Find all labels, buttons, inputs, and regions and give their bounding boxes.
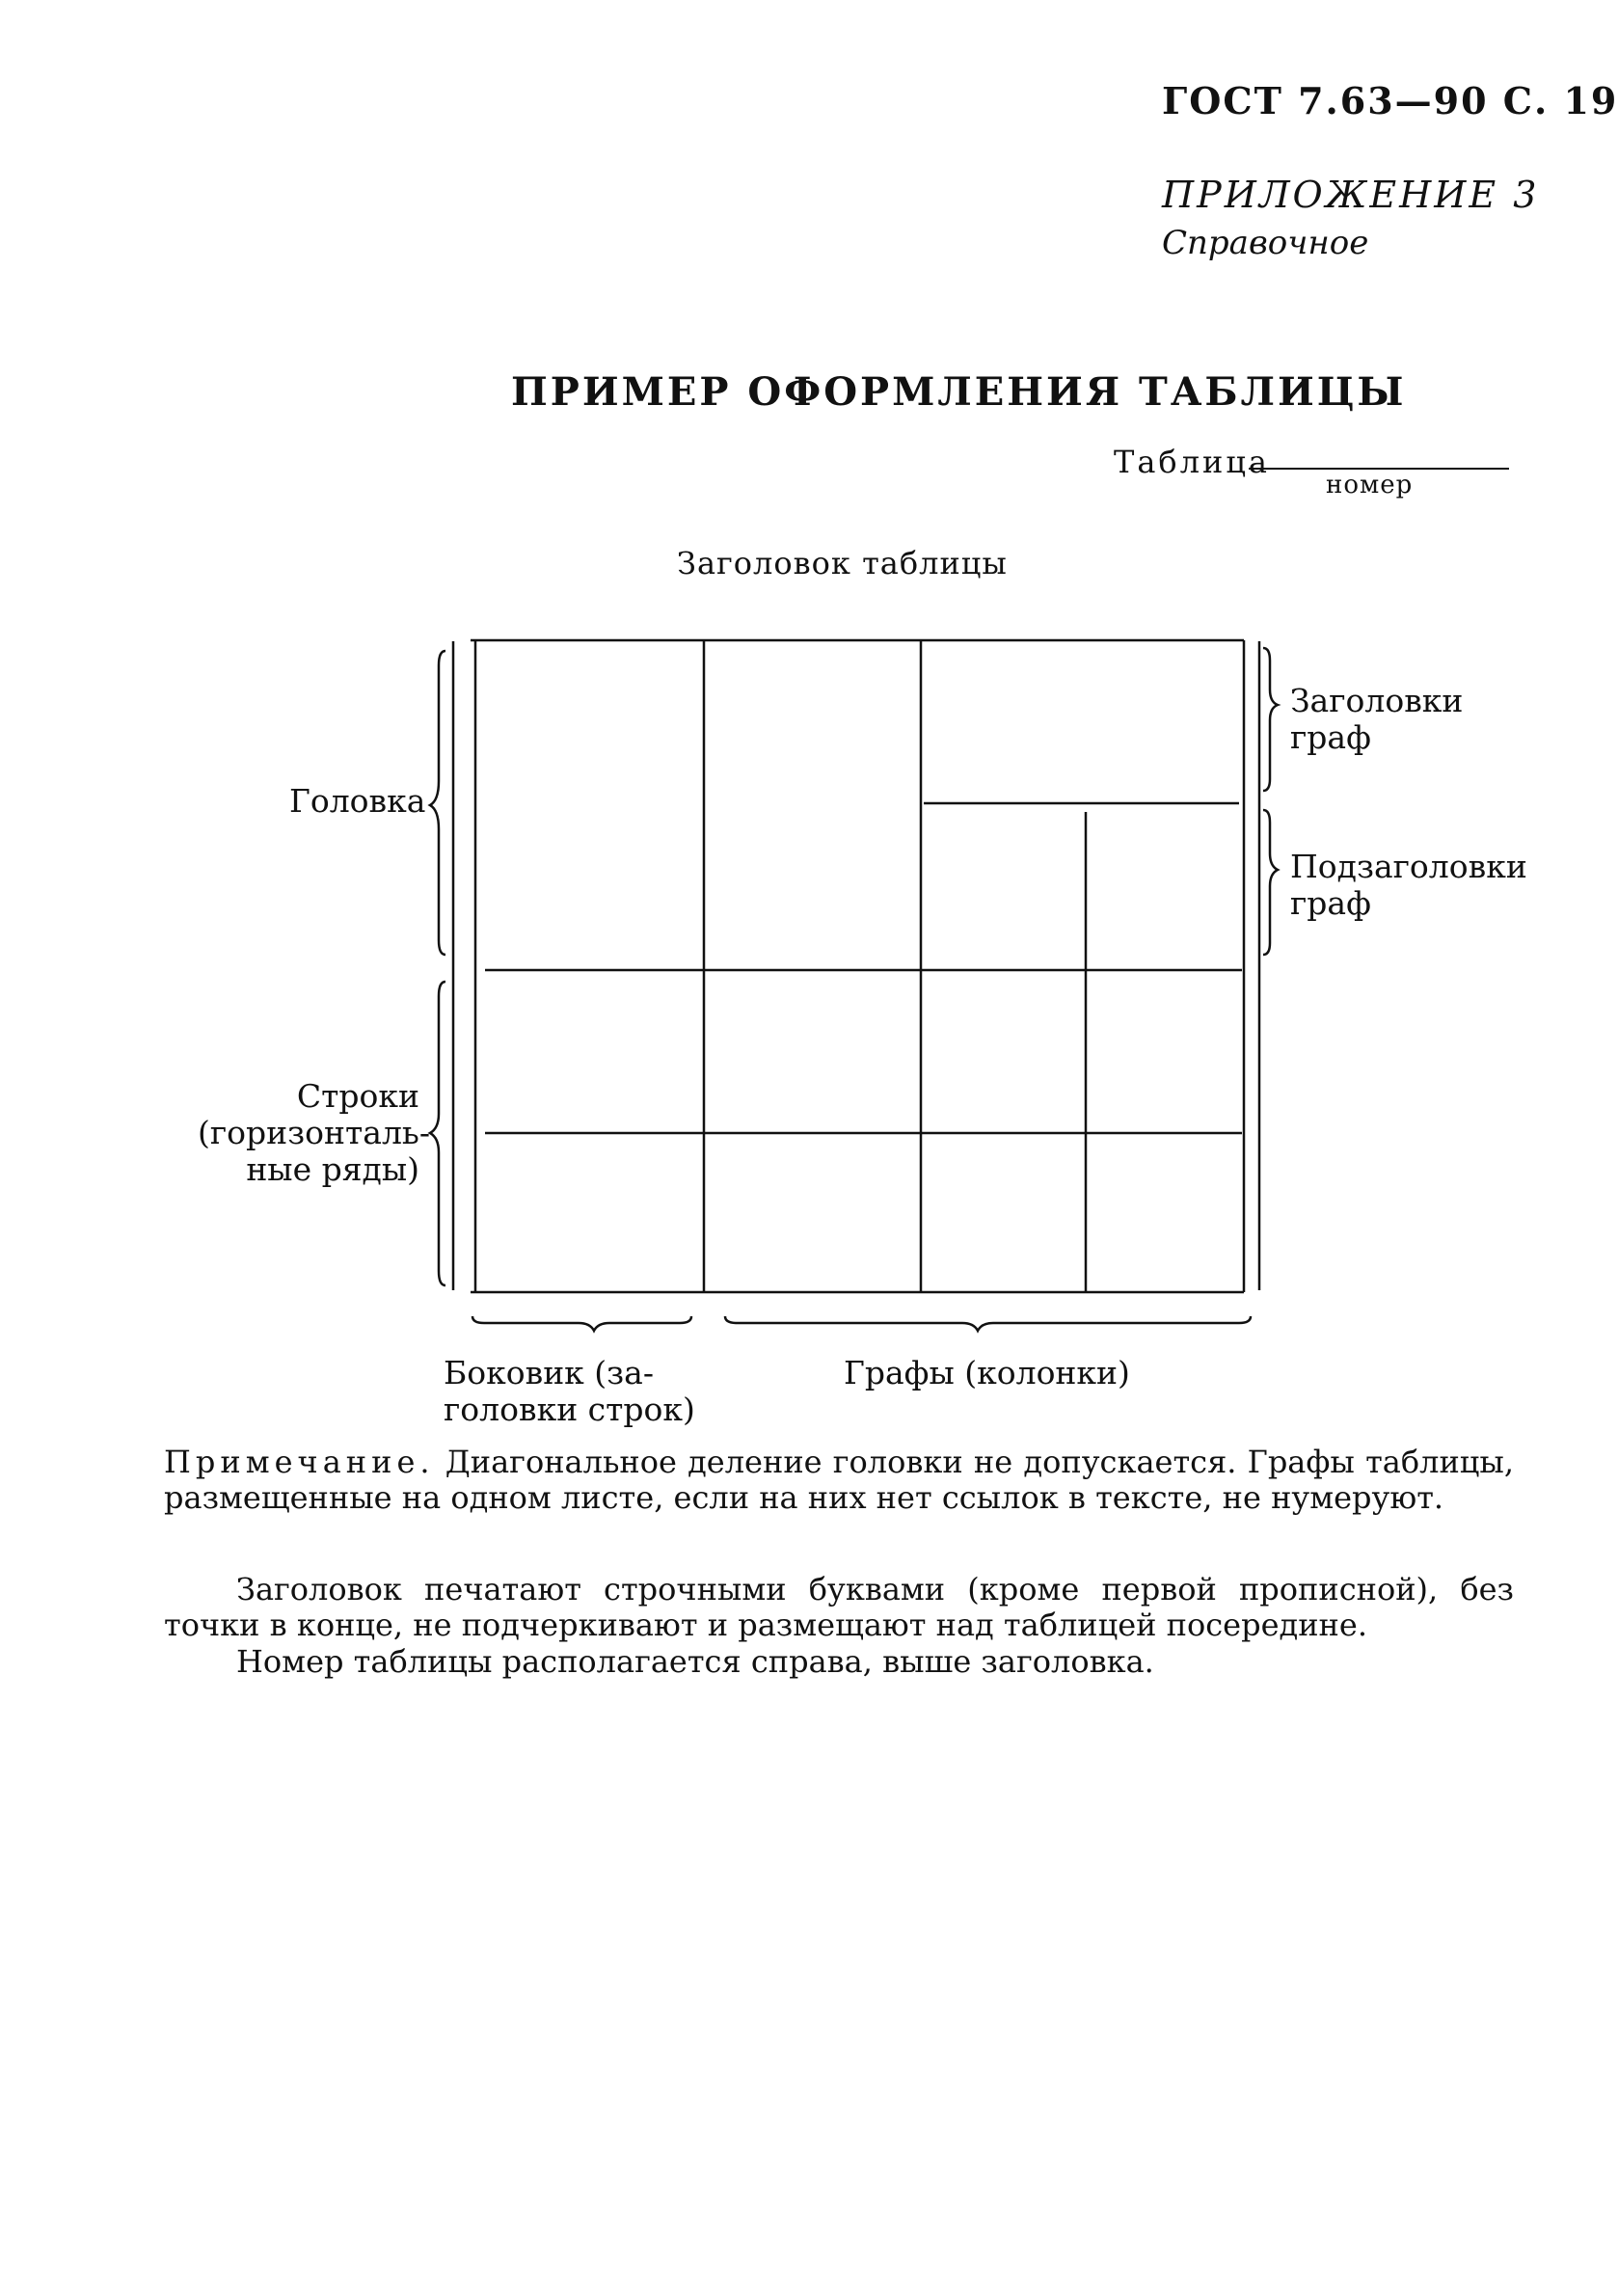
brace-stub bbox=[472, 1316, 691, 1331]
label-column-headers-line1: Заголовки bbox=[1290, 682, 1464, 719]
label-rows-line1: Строки bbox=[296, 1077, 419, 1115]
label-columns: Графы (колонки) bbox=[844, 1354, 1130, 1391]
label-column-headers bbox=[1290, 683, 1463, 756]
note-text: Диагональное деление головки не допускается. Графы таблицы, размещенные на одном листе, если на них нет ссылок в тексте, не нумеруют. bbox=[164, 1444, 1515, 1516]
label-column-subheaders-line1: Подзаголовки bbox=[1290, 848, 1527, 885]
label-rows-line3: ные ряды) bbox=[246, 1150, 419, 1188]
paragraph-number-rules: Номер таблицы располагается справа, выше заголовка. bbox=[236, 1643, 1154, 1680]
appendix-subtitle: Справочное bbox=[1162, 224, 1369, 262]
label-stub-line1: Боковик (за- bbox=[444, 1354, 654, 1391]
appendix-title: ПРИЛОЖЕНИЕ 3 bbox=[1162, 174, 1540, 216]
page-title: ПРИМЕР ОФОРМЛЕНИЯ ТАБЛИЦЫ bbox=[511, 369, 1407, 415]
brace-rows bbox=[430, 982, 445, 1285]
brace-column-headers bbox=[1263, 648, 1278, 791]
label-column-subheaders-line2: граф bbox=[1290, 884, 1371, 922]
label-rows-line2: (горизонталь- bbox=[198, 1114, 431, 1151]
standard-code: ГОСТ 7.63—90 С. 19 bbox=[1162, 79, 1618, 122]
brace-head bbox=[430, 651, 445, 955]
table-number-sublabel: номер bbox=[1326, 471, 1414, 500]
label-column-headers-line2: граф bbox=[1290, 718, 1371, 756]
brace-columns bbox=[725, 1316, 1251, 1331]
paragraph-title-rules: Заголовок печатают строчными буквами (кроме первой прописной), без точки в конце, не подчеркивают и размещают над таблицей посередине. bbox=[164, 1571, 1514, 1643]
label-stub bbox=[444, 1355, 695, 1428]
table-title: Заголовок таблицы bbox=[677, 545, 1008, 581]
brace-subheaders bbox=[1263, 810, 1278, 955]
note-paragraph bbox=[164, 1445, 1514, 1516]
table-number-label: Таблица bbox=[1114, 444, 1270, 480]
label-rows bbox=[198, 1077, 431, 1188]
label-stub-line2: головки строк) bbox=[444, 1391, 695, 1428]
label-head: Головка bbox=[289, 782, 426, 820]
label-column-subheaders bbox=[1290, 849, 1527, 922]
note-label: Примечание. bbox=[164, 1444, 435, 1480]
